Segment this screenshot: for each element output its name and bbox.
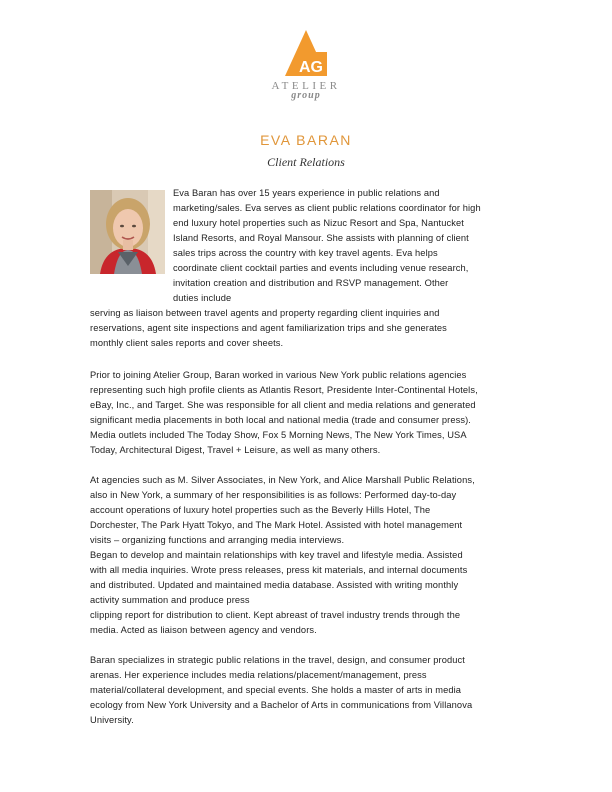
text-line: eBay, Inc., and Target. She was responsible for all client and media relations and generated [90, 400, 476, 410]
text-line: Prior to joining Atelier Group, Baran worked in various New York public relations agencies [90, 370, 467, 380]
text-line: sales trips across the country with key travel agents. Eva helps [173, 248, 438, 258]
text-line: representing such high profile clients as Atlantis Resort, Presidente Inter-Continental Hotels, [90, 385, 478, 395]
person-name: EVA BARAN [260, 132, 352, 148]
atelier-group-logo [0, 30, 612, 101]
logo-letters: AG [299, 59, 323, 76]
text-line: with all media inquiries. Wrote press releases, press kit materials, and internal documents [90, 565, 468, 575]
text-line: end luxury hotel properties such as Nizuc Resort and Spa, Nantucket [173, 218, 464, 228]
text-line: serving as liaison between travel agents and property regarding client inquiries and [90, 308, 440, 318]
text-line: activity summation and produce press [90, 595, 250, 605]
logo-wordmark: ATELIER [271, 80, 341, 92]
text-line: Began to develop and maintain relationships with key travel and lifestyle media. Assisted [90, 550, 463, 560]
text-line: media. Acted as liaison between agency and vendors. [90, 625, 317, 635]
text-line: invitation creation and distribution and RSVP management. Other [173, 278, 449, 288]
text-line: coordinate client cocktail parties and events including venue research, [173, 263, 469, 273]
logo-subtitle: group [291, 90, 321, 101]
text-line: significant media placements in both local and national media (trade and consumer press). [90, 415, 471, 425]
text-line: account operations of luxury hotel properties such as the Beverly Hills Hotel, The [90, 505, 431, 515]
text-line: clipping report for distribution to client. Kept abreast of travel industry trends through the [90, 610, 461, 620]
text-line: Media outlets included The Today Show, Fox 5 Morning News, The New York Times, USA [90, 430, 467, 440]
text-line: arenas. Her experience includes media relations/placement/management, press [90, 670, 427, 680]
text-line: ecology from New York University and a Bachelor of Arts in communications from Villanova [90, 700, 473, 710]
text-line: University. [90, 715, 134, 725]
text-line: Dorchester, The Park Hyatt Tokyo, and The Mark Hotel. Assisted with hotel management [90, 520, 463, 530]
text-line: Today, Architectural Digest, Travel + Leisure, as well as many others. [90, 445, 381, 455]
text-line: Eva Baran has over 15 years experience in public relations and [173, 188, 440, 198]
text-line: and distributed. Updated and maintained media database. Assisted with writing monthly [90, 580, 459, 590]
text-line: Baran specializes in strategic public relations in the travel, design, and consumer product [90, 655, 465, 665]
text-line: reservations, agent site inspections and agent familiarization trips and she generates [90, 323, 447, 333]
text-line: also in New York, a summary of her responsibilities is as follows: Performed day-to-day [90, 490, 457, 500]
portrait-photo [90, 190, 165, 274]
person-role: Client Relations [267, 155, 345, 169]
text-line: Island Resorts, and Royal Mansour. She assists with planning of client [173, 233, 469, 243]
ag-monogram-icon [285, 30, 327, 76]
text-line: visits – organizing functions and arranging media interviews. [90, 535, 345, 545]
text-line: marketing/sales. Eva serves as client public relations coordinator for high [173, 203, 481, 213]
text-line: At agencies such as M. Silver Associates, in New York, and Alice Marshall Public Relations, [90, 475, 475, 485]
text-line: monthly client sales reports and cover sheets. [90, 338, 284, 348]
text-line: duties include [173, 293, 232, 303]
text-line: material/collateral development, and special events. She holds a master of arts in media [90, 685, 462, 695]
